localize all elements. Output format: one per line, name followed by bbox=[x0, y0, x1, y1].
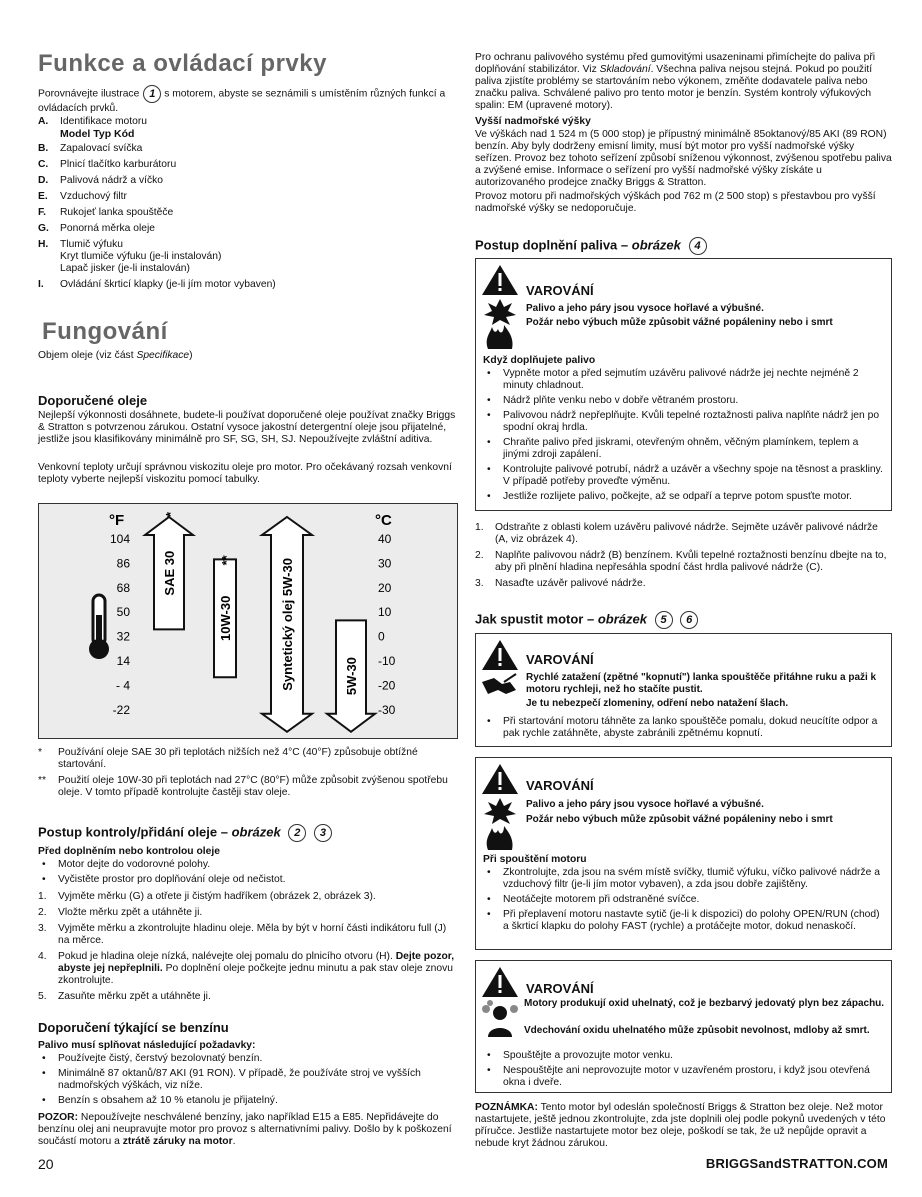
celsius-tick-label: -30 bbox=[378, 702, 396, 717]
toxic-gas-icon bbox=[482, 1000, 518, 1037]
fire-icon bbox=[487, 826, 513, 850]
warning-bullets bbox=[483, 867, 888, 936]
oil-range-mark: ** bbox=[219, 555, 234, 566]
warning-text-2: Požár nebo výbuch může způsobit vážné popáleniny nebo i smrt bbox=[526, 317, 833, 328]
warning-text-1: Motory produkují oxid uhelnatý, což je bezbarvý jedovatý plyn bez zápachu. bbox=[524, 998, 885, 1009]
celsius-tick-label: 30 bbox=[378, 556, 392, 571]
warning-icons bbox=[480, 965, 520, 1037]
list-item: • Vyčistěte prostor pro doplňování oleje od nečistot. bbox=[42, 874, 286, 885]
list-item: 2. Vložte měrku zpět a utáhněte ji. bbox=[38, 907, 203, 918]
oil-range-label: 10W-30 bbox=[218, 595, 233, 641]
list-item: • Benzín s obsahem až 10 % etanolu je přijatelný. bbox=[42, 1095, 278, 1106]
warning-text-2: Požár nebo výbuch může způsobit vážné popáleniny nebo i smrt bbox=[526, 814, 833, 825]
before-check-label: Před doplněním nebo kontrolou oleje bbox=[38, 846, 220, 857]
fahrenheit-label: °F bbox=[109, 512, 125, 529]
figure-ref-1: 1 bbox=[143, 85, 161, 103]
list-item: 2. Naplňte palivovou nádrž (B) benzínem. Kvůli tepelné roztažnosti benzínu dbejte na to, aby při plnění hladina nepřesáhla spodní část hrdla palivové nádrže (C). bbox=[475, 550, 887, 573]
warning-icons bbox=[480, 638, 520, 704]
warning-title: VAROVÁNÍ bbox=[526, 652, 594, 667]
list-item: 1. Vyjměte měrku (G) a otřete ji čistým hadříkem (obrázek 2, obrázek 3). bbox=[38, 891, 376, 902]
oil-range-label: SAE 30 bbox=[162, 550, 177, 596]
list-item: 1. Odstraňte z oblasti kolem uzávěru palivové nádrže. Sejměte uzávěr palivové nádrže (A, viz obrázek 4). bbox=[475, 522, 878, 545]
warning-title: VAROVÁNÍ bbox=[526, 283, 594, 298]
list-item: • Používejte čistý, čerstvý bezolovnatý benzín. bbox=[42, 1053, 263, 1064]
section-title-controls: Funkce a ovládací prvky bbox=[38, 50, 327, 77]
fahrenheit-tick-label: -22 bbox=[112, 702, 130, 717]
list-item: G. Ponorná měrka oleje bbox=[38, 223, 156, 234]
list-item: • Zkontrolujte, zda jsou na svém místě svíčky, tlumič výfuku, víčko palivové nádrže a vzduchový filtr (je-li jím motor vybaven), a zda jsou dobře zajištěny. bbox=[487, 867, 880, 890]
warning-bullets bbox=[483, 1050, 888, 1092]
kickback-hand-icon bbox=[482, 674, 516, 694]
intro-paragraph: Porovnávejte ilustrace 1 s motorem, abyste se seznámili s umístěním různých funkcí a ovládacích prvků. bbox=[38, 85, 458, 115]
fuel-requirements-list bbox=[38, 1053, 458, 1110]
alert-triangle-icon bbox=[482, 265, 518, 295]
figure-ref-3: 3 bbox=[314, 824, 332, 842]
list-item: • Motor dejte do vodorovné polohy. bbox=[42, 859, 211, 870]
warning-icons bbox=[480, 263, 520, 349]
fire-icon bbox=[487, 325, 513, 349]
figure-ref-5: 5 bbox=[655, 611, 673, 629]
list-item: A. Identifikace motoru Model Typ Kód bbox=[38, 116, 147, 140]
list-item: • Vypněte motor a před sejmutím uzávěru palivové nádrže jej nechte nejméně 2 minuty chladnout. bbox=[487, 368, 859, 391]
list-item: • Při přeplavení motoru nastavte sytič (je-li k dispozici) do polohy OPEN/RUN (chod) a škrticí klapku do polohy FAST (rychle) a protáčejte motor, dokud nenaskočí. bbox=[487, 909, 880, 932]
fahrenheit-tick-label: 14 bbox=[116, 654, 130, 668]
recommended-oils-p1: Nejlepší výkonnosti dosáhnete, budete-li používat doporučené oleje používat značky Briggs & Stratton s potvrzenou zárukou. Ostatní vysoce jakostní detergentní oleje jsou přijatelné, jestliže jsou klasifikovány minimálně pro SF, SG, SH, SJ. Nepoužívejte zvláštní aditiva. bbox=[38, 410, 456, 445]
list-item: 3. Nasaďte uzávěr palivové nádrže. bbox=[475, 578, 646, 589]
celsius-tick-label: -10 bbox=[378, 654, 396, 668]
warning-text-1: Rychlé zatažení (zpětné "kopnutí") lanka spouštěče přitáhne ruku a paži k motoru rychleji, než ho stačíte pustit. bbox=[526, 672, 877, 695]
start-engine-title: Jak spustit motor – obrázek 5 6 bbox=[475, 611, 698, 629]
warning-title: VAROVÁNÍ bbox=[526, 981, 594, 996]
celsius-tick-label: 10 bbox=[378, 605, 392, 620]
oil-range-label: 5W-30 bbox=[344, 657, 359, 696]
warning-sub: Když doplňujete palivo bbox=[483, 355, 596, 366]
controls-list bbox=[38, 116, 458, 291]
alert-triangle-icon bbox=[482, 967, 518, 997]
figure-ref-2: 2 bbox=[288, 824, 306, 842]
oil-notes bbox=[38, 747, 458, 801]
fahrenheit-tick-label: 68 bbox=[116, 580, 130, 595]
check-oil-title: Postup kontroly/přidání oleje – obrázek 2 3 bbox=[38, 824, 332, 842]
list-item: • Nespouštějte ani neprovozujte motor v uzavřeném prostoru, i když jsou otevřená okna i dveře. bbox=[487, 1065, 870, 1088]
explosion-icon bbox=[484, 798, 516, 824]
celsius-label: °C bbox=[375, 512, 392, 529]
before-check-list bbox=[38, 859, 458, 889]
alert-triangle-icon bbox=[482, 640, 518, 670]
list-item: 5. Zasuňte měrku zpět a utáhněte ji. bbox=[38, 991, 211, 1002]
celsius-tick-label: -20 bbox=[378, 678, 396, 693]
fuel-requirements-label: Palivo musí splňovat následující požadavky: bbox=[38, 1040, 256, 1051]
fahrenheit-tick-label: 86 bbox=[116, 556, 130, 571]
list-item: • Chraňte palivo před jiskrami, otevřeným ohněm, věčným plamínkem, teplem a jinými zdroji zapálení. bbox=[487, 437, 859, 460]
footnote-2: ** Použití oleje 10W-30 při teplotách nad 27°C (80°F) může způsobit zvýšenou spotřebu oleje. V tomto případě kontrolujte častěji stav oleje. bbox=[38, 775, 448, 798]
warning-bullets bbox=[483, 716, 888, 743]
warning-sub: Při spouštění motoru bbox=[483, 854, 587, 865]
list-item: • Minimálně 87 oktanů/87 AKI (91 RON). V případě, že používáte stroj ve vyšších nadmořských výškách, viz níže. bbox=[42, 1068, 421, 1091]
list-item: 3. Vyjměte měrku a zkontrolujte hladinu oleje. Měla by být v horní části indikátoru full (J) na měrce. bbox=[38, 923, 447, 946]
list-item: • Nádrž plňte venku nebo v dobře větraném prostoru. bbox=[487, 395, 739, 406]
fill-fuel-steps bbox=[475, 522, 893, 592]
altitude-p2: Provoz motoru při nadmořských výškách pod 762 m (2 500 stop) s přestavbou pro vyšší nadmořské výšky se nedoporučuje. bbox=[475, 191, 876, 214]
warning-text-1: Palivo a jeho páry jsou vysoce hořlavé a výbušné. bbox=[526, 303, 764, 314]
section-title-operation: Fungování bbox=[42, 318, 168, 345]
warning-box-start-fuel bbox=[475, 757, 892, 950]
brand-url: BRIGGSandSTRATTON.COM bbox=[705, 1156, 888, 1171]
oil-viscosity-chart bbox=[38, 503, 458, 739]
list-item: H. Tlumič výfuku Kryt tlumiče výfuku (je-li instalován) Lapač jisker (je-li instalován) bbox=[38, 239, 222, 274]
fill-fuel-title: Postup doplnění paliva – obrázek 4 bbox=[475, 237, 707, 255]
warning-icons bbox=[480, 762, 520, 852]
oil-range-label: Syntetický olej 5W-30 bbox=[280, 558, 295, 691]
fahrenheit-tick-label: 50 bbox=[116, 605, 130, 620]
recommended-oils-title: Doporučené oleje bbox=[38, 393, 148, 408]
fuel-title: Doporučení týkající se benzínu bbox=[38, 1020, 229, 1035]
list-item: E. Vzduchový filtr bbox=[38, 191, 127, 202]
explosion-icon bbox=[484, 299, 516, 325]
list-item: I. Ovládání škrticí klapky (je-li jím motor vybaven) bbox=[38, 279, 276, 290]
warning-text-1: Palivo a jeho páry jsou vysoce hořlavé a výbušné. bbox=[526, 799, 764, 810]
list-item: D. Palivová nádrž a víčko bbox=[38, 175, 164, 186]
warning-text-2: Vdechování oxidu uhelnatého může způsobit nevolnost, mdloby až smrt. bbox=[524, 1025, 870, 1036]
list-item: C. Plnicí tlačítko karburátoru bbox=[38, 159, 177, 170]
warning-title: VAROVÁNÍ bbox=[526, 778, 594, 793]
check-oil-steps bbox=[38, 891, 458, 1005]
list-item: • Jestliže rozlijete palivo, počkejte, až se odpaří a teprve potom spusťte motor. bbox=[487, 491, 852, 502]
oil-range-mark: * bbox=[163, 511, 178, 517]
fuel-stabilizer-paragraph: Pro ochranu palivového systému před gumovitými usazeninami přimíchejte do paliva při doplňování stabilizátor. Viz Skladování. Všechna paliva nejsou stejná. Pokud po použití paliva zjistíte problémy se startováním nebo výkonem, změňte dodavatele paliva nebo značku paliva. Schválené palivo pro tento motor je benzín. Systém kontroly výfukových spalin: EM (upravené motory). bbox=[475, 52, 876, 111]
oil-volume-text: Objem oleje (viz část Specifikace) bbox=[38, 350, 193, 361]
list-item: • Palivovou nádrž nepřeplňujte. Kvůli tepelné roztažnosti paliva naplňte nádrž jen po spodní okraj hrdla. bbox=[487, 410, 880, 433]
warning-box-fuel-fill bbox=[475, 258, 892, 511]
thermometer-fill bbox=[96, 615, 102, 645]
footnote-1: * Používání oleje SAE 30 při teplotách nižších než 4°C (40°F) způsobuje obtížné startování. bbox=[38, 747, 418, 770]
fahrenheit-tick-label: - 4 bbox=[115, 678, 130, 693]
list-item: • Kontrolujte palivové potrubí, nádrž a uzávěr a všechny spoje na těsnost a praskliny. V případě potřeby proveďte výměnu. bbox=[487, 464, 883, 487]
alert-triangle-icon bbox=[482, 764, 518, 794]
list-item: 4. Pokud je hladina oleje nízká, nalévejte olej pomalu do plnicího otvoru (H). Dejte pozor, abyste jej nepřeplnili. Po doplnění oleje počkejte jednu minutu a pak stav oleje znovu zkontrolujte. bbox=[38, 951, 455, 986]
celsius-tick-label: 0 bbox=[378, 629, 385, 644]
celsius-tick-label: 20 bbox=[378, 580, 392, 595]
note-paragraph: POZNÁMKA: Tento motor byl odeslán společností Briggs & Stratton bez oleje. Než motor nastartujete, ještě jednou zkontrolujte, zda jste doplnili olej podle pokynů uvedených v této příručce. Jestliže nastartujete motor bez oleje, poškodí se tak, že už nepůjde opravit a nebude kryt žádnou zárukou. bbox=[475, 1102, 886, 1149]
warning-box-carbon-monoxide bbox=[475, 960, 892, 1093]
warning-box-kickback bbox=[475, 633, 892, 747]
page-number: 20 bbox=[38, 1156, 54, 1172]
list-item: F. Rukojeť lanka spouštěče bbox=[38, 207, 174, 218]
list-item: • Spouštějte a provozujte motor venku. bbox=[487, 1050, 673, 1061]
figure-ref-4: 4 bbox=[689, 237, 707, 255]
list-item: • Neotáčejte motorem při odstraněné svíčce. bbox=[487, 894, 700, 905]
fahrenheit-tick-label: 32 bbox=[116, 629, 130, 644]
caution-paragraph: POZOR: Nepoužívejte neschválené benzíny, jako například E15 a E85. Nepřidávejte do benzínu olej ani neupravujte motor pro provoz s alternativními palivy. Došlo by k poškození součástí motoru a ztrátě záruky na motor. bbox=[38, 1112, 452, 1147]
warning-text-2: Je tu nebezpečí zlomeniny, odření nebo natažení šlach. bbox=[526, 698, 789, 709]
recommended-oils-p2: Venkovní teploty určují správnou viskozitu oleje pro motor. Pro očekávaný rozsah venkovní teploty vyberte nejlepší viskozitu pomocí tabulky. bbox=[38, 462, 452, 485]
fahrenheit-tick-label: 104 bbox=[109, 532, 130, 546]
list-item: • Při startování motoru táhněte za lanko spouštěče pomalu, dokud neucítíte odpor a pak rychle zatáhněte, abyste zabránili zpětnému kopnutí. bbox=[487, 716, 878, 739]
warning-bullets bbox=[483, 368, 883, 506]
celsius-tick-label: 40 bbox=[378, 532, 392, 546]
figure-ref-6: 6 bbox=[680, 611, 698, 629]
altitude-p1: Ve výškách nad 1 524 m (5 000 stop) je přípustný minimálně 85oktanový/85 AKI (89 RON) benzín. Aby byly dodrženy emisní limity, musí být motor pro vyšší nadmořské výšky seřízen. Provoz bez tohoto seřízení způsobí sníženou výkonnost, zvýšenou spotřebu paliva a zvýšené emise. Informace o seřízení pro vyšší nadmořské výšky získáte u autorizovaného prodejce značky Briggs & Stratton. bbox=[475, 129, 892, 188]
altitude-title: Vyšší nadmořské výšky bbox=[475, 116, 591, 127]
list-item: B. Zapalovací svíčka bbox=[38, 143, 143, 154]
